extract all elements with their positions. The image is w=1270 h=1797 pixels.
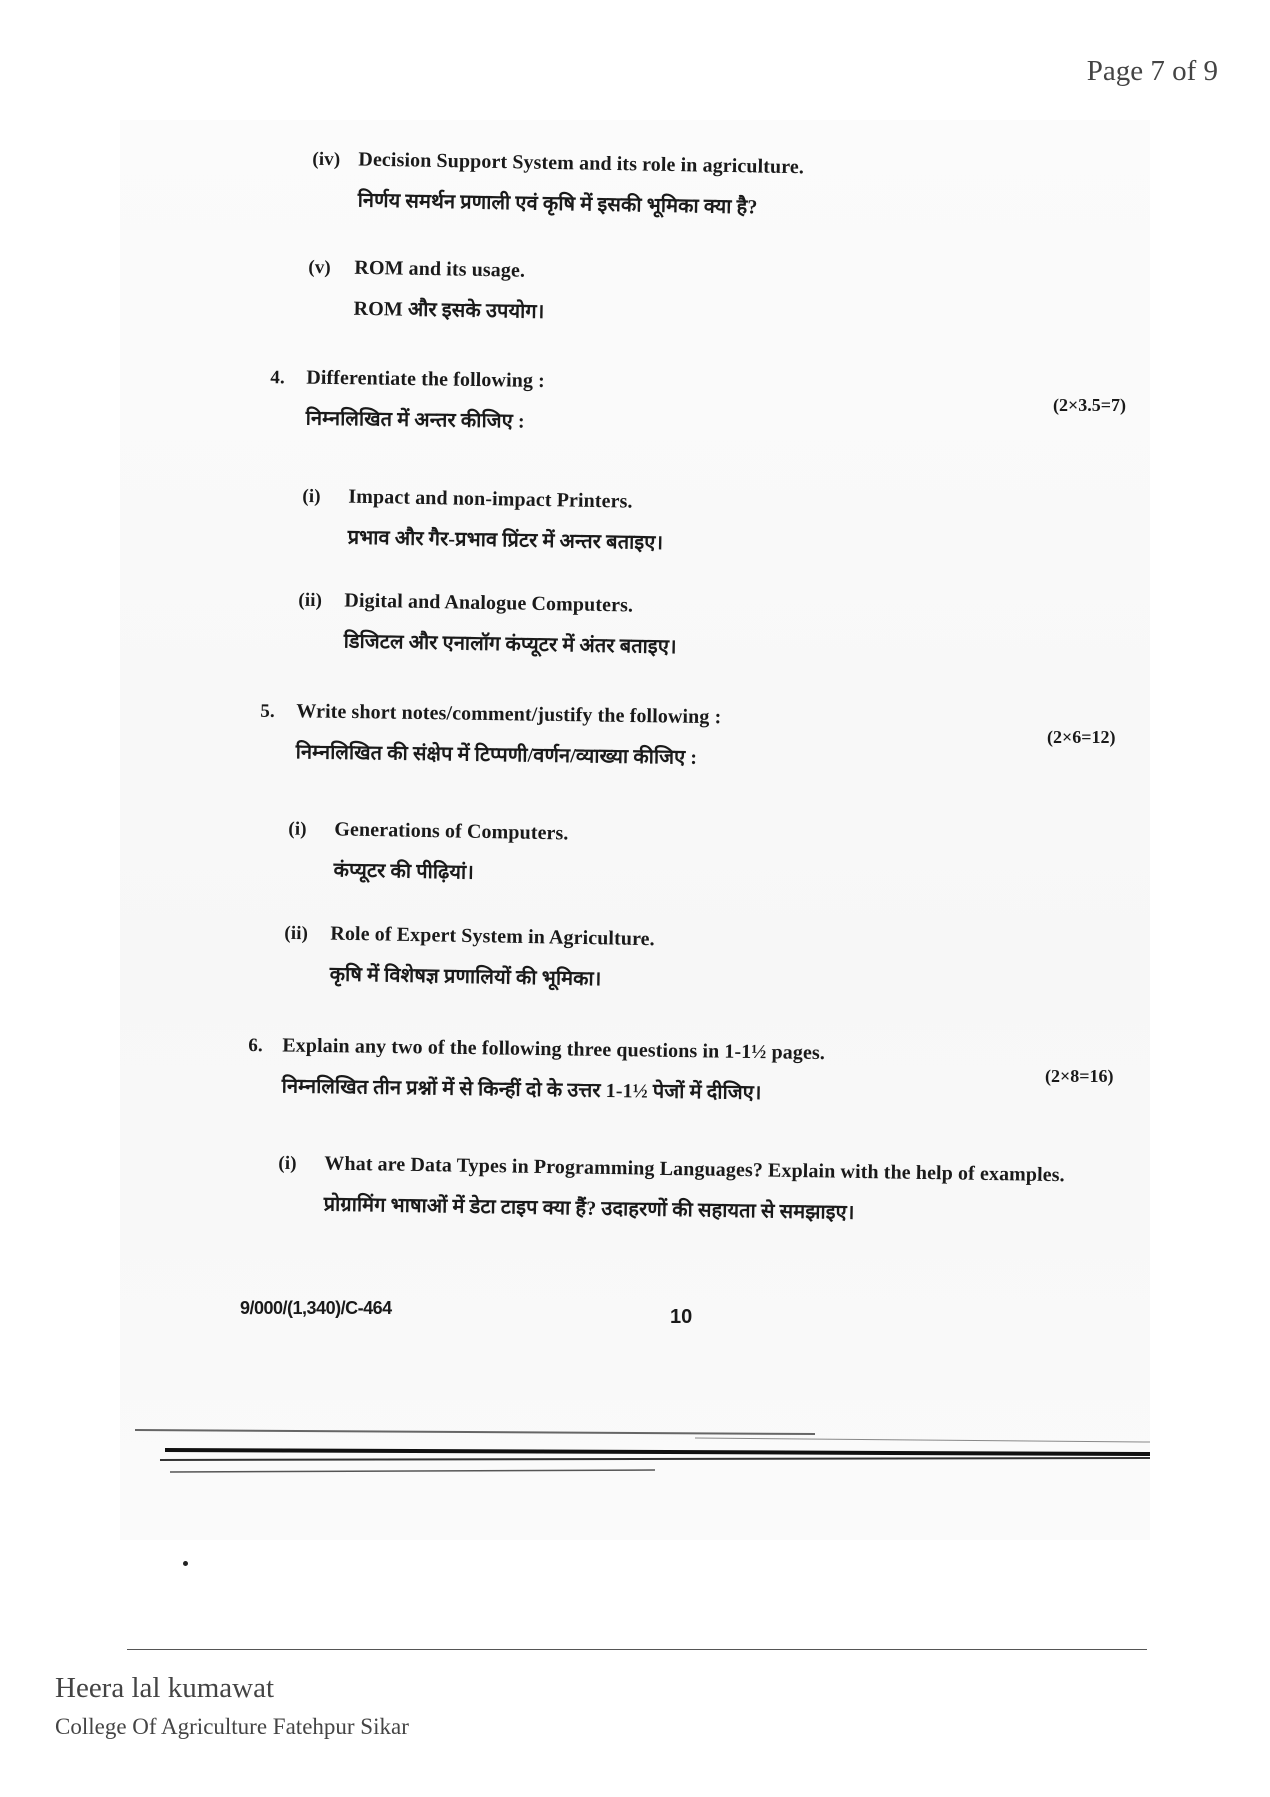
paper-code: 9/000/(1,340)/C-464 <box>240 1298 392 1318</box>
item-text-hi: कृषि में विशेषज्ञ प्रणालियों की भूमिका। <box>329 963 602 991</box>
item-text-hi: प्रोग्रामिंग भाषाओं में डेटा टाइप क्या हैं? उदाहरणों की सहायता से समझाइए। <box>323 1193 855 1224</box>
item-label: (iv) <box>312 148 341 171</box>
scanned-page <box>120 120 1150 1540</box>
question-title-hi: निम्नलिखित में अन्तर कीजिए : <box>305 407 525 433</box>
item-label: (i) <box>288 818 307 840</box>
item-text-en: ROM and its usage. <box>354 256 526 282</box>
marks-label: (2×6=12) <box>1047 727 1116 747</box>
question-number: 5. <box>260 700 275 722</box>
item-text-en: Role of Expert System in Agriculture. <box>330 922 655 951</box>
question-item <box>287 818 568 887</box>
scan-speck <box>183 1561 188 1566</box>
item-label: (ii) <box>298 589 323 612</box>
paper-page-number: 10 <box>670 1306 693 1328</box>
college-name: College Of Agriculture Fatehpur Sikar <box>55 1714 409 1739</box>
item-text-en: Decision Support System and its role in agriculture. <box>358 148 805 179</box>
page-number: Page 7 of 9 <box>1086 55 1218 87</box>
item-label: (ii) <box>284 922 309 945</box>
item-text-en: Impact and non-impact Printers. <box>348 485 633 513</box>
question-title-hi: निम्नलिखित तीन प्रश्नों में से किन्हीं दो के उत्तर 1-1½ पेजों में दीजिए। <box>281 1075 762 1105</box>
footer-divider <box>127 1649 1147 1650</box>
question-5-heading <box>260 700 722 770</box>
author-name: Heera lal kumawat <box>55 1672 275 1704</box>
marks-label: (2×3.5=7) <box>1053 395 1127 415</box>
question-number: 6. <box>248 1034 263 1057</box>
item-text-hi: प्रभाव और गैर-प्रभाव प्रिंटर में अन्तर बताइए। <box>347 526 664 555</box>
item-text-hi: ROM और इसके उपयोग। <box>353 297 545 324</box>
question-item <box>283 922 654 992</box>
question-item <box>278 1152 1065 1228</box>
marks-label: (2×8=16) <box>1045 1066 1114 1086</box>
item-text-en: What are Data Types in Programming Languages? Explain with the help of examples. <box>324 1152 1065 1187</box>
item-label: (i) <box>278 1152 297 1175</box>
item-text-en: Digital and Analogue Computers. <box>344 589 634 617</box>
item-text-hi: डिजिटल और एनालॉग कंप्यूटर में अंतर बताइए। <box>343 630 677 659</box>
item-text-hi: निर्णय समर्थन प्रणाली एवं कृषि में इसकी भूमिका क्या है? <box>357 189 758 219</box>
item-label: (i) <box>302 485 321 508</box>
item-text-en: Generations of Computers. <box>334 818 569 845</box>
item-text-hi: कंप्यूटर की पीढ़ियां। <box>333 859 475 884</box>
question-title-en: Explain any two of the following three questions in 1-1½ pages. <box>282 1034 826 1065</box>
question-item <box>311 148 804 221</box>
question-item <box>297 589 677 660</box>
question-title-en: Write short notes/comment/justify the following : <box>296 700 722 729</box>
question-item <box>301 485 664 555</box>
question-title-en: Differentiate the following : <box>306 366 546 392</box>
question-number: 4. <box>270 367 285 389</box>
question-4-heading <box>270 366 545 434</box>
question-item <box>307 256 545 324</box>
question-6-heading <box>248 1034 825 1106</box>
scan-artifact-lines <box>135 1420 1150 1490</box>
question-title-hi: निम्नलिखित की संक्षेप में टिप्पणी/वर्णन/व्याख्या कीजिए : <box>295 741 698 769</box>
item-label: (v) <box>308 256 332 279</box>
